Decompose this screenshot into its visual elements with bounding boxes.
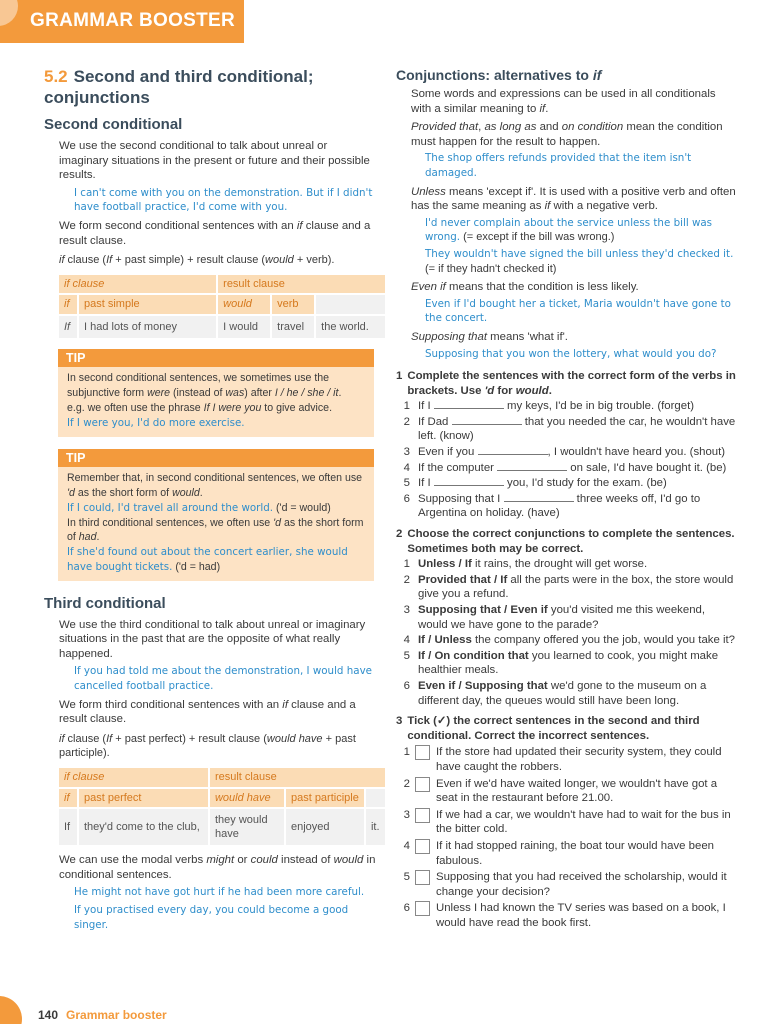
modal-example: He might not have got hurt if he had been more careful. [74,886,365,899]
even-if-example: Even if I'd bought her a ticket, Maria wouldn't have gone to the concert. [425,297,731,325]
third-conditional-example: If you had told me about the demonstration, I would have cancelled football practice. [74,665,373,693]
item-number: 4 [403,461,410,474]
item-text: If we had a car, we wouldn't have had to wait for the bus in the bitter cold. [436,808,731,836]
answer-blank[interactable] [478,445,548,455]
item-text [418,445,736,460]
section-number: 5.2 [44,67,68,86]
item-text-rest: you'd visited me this weekend, would we have gone to the parade? [418,604,706,631]
item-text: Even if we'd have waited longer, we wouldn't have got a seat in the restaurant before 21.00. [436,777,718,805]
item-number: 6 [403,679,410,692]
footer-title: Grammar booster [66,1008,167,1022]
item-number: 2 [403,415,410,428]
item-number: 4 [403,634,410,647]
list-item [396,461,736,476]
exercise-3-instruction: 3 Tick (✓) the correct sentences in the second and third conditional. Correct the incorrect sentences. [396,715,700,742]
provided-that-note: Provided that, as long as and on condition mean the condition must happen for the result to happen. [411,121,723,148]
item-text-rest: it rains, the drought will get worse. [471,558,648,571]
item-text [418,399,736,414]
tip-text: In third conditional sentences, we often use 'd as the short form of had. [67,516,364,544]
table-cell: enjoyed [286,809,364,845]
unless-note: Unless means 'except if'. It is used with a positive verb and often has the same meaning as if with a negative verb. [411,185,736,213]
item-text-after: three weeks off, I'd go to Argentina on holiday. (have) [418,492,701,520]
tick-checkbox[interactable] [415,839,430,854]
section-title [44,66,376,108]
answer-blank[interactable] [504,492,574,502]
conjunction-choice[interactable]: Unless / If [418,558,472,571]
tip-example: If I could, I'd travel all around the world. ('d = would) [67,501,331,514]
tip-example: If she'd found out about the concert earlier, she would have bought tickets. ('d = had) [67,546,348,573]
item-number: 5 [403,477,410,490]
item-text-after: you, I'd study for the exam. (be) [503,477,667,490]
second-conditional-example: I can't come with you on the demonstration. But if I didn't have football practice, I'd come with you. [74,186,373,214]
list-item [396,745,736,774]
provided-that-example: The shop offers refunds provided that the item isn't damaged. [425,152,692,179]
item-text [418,633,736,648]
second-conditional-form: We form second conditional sentences with an if clause and a result clause. [59,219,371,247]
group-if-clause: if clause [59,768,208,787]
second-conditional-heading: Second conditional [44,116,183,133]
list-item [396,445,736,460]
tip-box-short-forms [58,449,374,581]
conjunction-choice[interactable]: Even if / Supposing that [418,679,548,692]
item-number: 1 [403,400,410,413]
item-text [418,679,736,708]
item-text-before: If Dad [418,415,452,428]
modal-example: If you practised every day, you could become a good singer. [74,904,349,931]
tip-example: If I were you, I'd do more exercise. [67,417,245,430]
exercise-2-instruction: 2 Choose the correct conjunctions to complete the sentences. Sometimes both may be correct. [396,528,735,555]
group-result-clause: result clause [210,768,385,787]
answer-blank[interactable] [434,476,504,486]
item-number: 4 [403,839,410,852]
item-text: If the store had updated their security system, they could have caught the robbers. [436,746,722,773]
group-result-clause: result clause [218,275,385,294]
item-text-before: If the computer [418,461,498,474]
answer-blank[interactable] [452,415,522,425]
tip-body [58,467,374,575]
section-title-text: Second and third conditional; conjunctions [44,67,314,107]
table-row [59,316,385,338]
table-cell: they'd come to the club, [79,809,208,845]
item-text [418,649,736,678]
exercise-1-list [396,399,736,521]
item-number: 2 [403,573,410,586]
list-item [396,492,736,521]
item-text-rest: you learned to cook, you might make healthier meals. [418,649,719,677]
item-text-before: If I [418,400,434,413]
item-text-after: , I wouldn't have heard you. (shout) [547,446,726,459]
table-group-header [59,768,385,787]
item-text [418,573,736,602]
modal-verbs-note: We can use the modal verbs might or could instead of would in conditional sentences. [59,854,376,881]
list-item [396,573,736,602]
item-number: 5 [403,649,410,662]
item-text [418,461,736,476]
table-header-cell-empty [316,295,385,314]
unless-example: I'd never complain about the service unless the bill was wrong. (= except if the bill was wrong.) [425,216,713,244]
tip-body [58,367,374,431]
table-cell: it. [366,809,385,845]
table-cell: If [59,316,77,338]
item-text [418,603,736,632]
table-header-row [59,789,385,808]
right-column [396,66,736,930]
second-conditional-table [57,273,387,340]
item-text-before: Even if you [418,446,478,459]
tick-checkbox[interactable] [415,901,430,916]
tip-text: e.g. we often use the phrase If I were you to give advice. [67,401,333,414]
conjunction-choice[interactable]: If / On condition that [418,649,529,662]
unless-example-note: (= if they hadn't checked it) [425,262,557,275]
item-text-after: on sale, I'd have bought it. (be) [567,461,727,474]
table-header-cell: would have [210,789,284,808]
table-cell: travel [272,316,314,338]
item-number: 1 [403,746,410,759]
item-text: Supposing that you had received the scholarship, would it change your decision? [436,871,727,898]
list-item [396,603,736,632]
list-item [396,839,736,868]
item-text-rest: the company offered you the job, would you take it? [471,634,736,647]
item-text [418,415,736,444]
table-cell: I would [218,316,270,338]
table-header-row [59,295,385,314]
list-item [396,476,736,491]
section-banner [0,0,244,43]
list-item [396,633,736,648]
table-header-cell: past perfect [79,789,208,808]
supposing-note: Supposing that means 'what if'. [411,330,568,343]
table-header-cell: would [218,295,270,314]
exercise-3-list [396,745,736,930]
table-header-cell: past participle [286,789,364,808]
unless-example: They wouldn't have signed the bill unless they'd checked it. [425,247,734,260]
item-number: 3 [403,446,410,459]
supposing-example: Supposing that you won the lottery, what would you do? [425,347,717,360]
second-conditional-formula: if clause (If + past simple) + result clause (would + verb). [59,254,335,267]
item-text-before: Supposing that I [418,492,504,505]
item-number: 3 [403,808,410,821]
item-text-rest: all the parts were in the box, the store would give you a refund. [418,573,734,601]
even-if-note: Even if means that the condition is less likely. [411,281,639,294]
table-cell: I had lots of money [79,316,216,338]
page-corner-circle [0,996,22,1024]
banner-title: GRAMMAR BOOSTER [30,10,236,31]
third-conditional-form: We form third conditional sentences with an if clause and a result clause. [59,698,356,726]
table-group-header [59,275,385,294]
exercise-1-instruction: 1 Complete the sentences with the correct form of the verbs in brackets. Use 'd for would. [396,370,736,397]
list-item [396,808,736,837]
table-header-cell: past simple [79,295,216,314]
table-header-cell: if [59,295,77,314]
page-footer [38,1007,167,1023]
table-cell: the world. [316,316,385,338]
item-text-rest: we'd gone to the museum on a different day, the queues would still have been long. [418,679,707,707]
item-number: 5 [403,871,410,884]
table-header-cell: if [59,789,77,808]
second-conditional-intro: We use the second conditional to talk about unreal or imaginary situations in the present or future and their possible results. [59,140,370,182]
item-number: 3 [403,604,410,616]
third-conditional-heading: Third conditional [44,594,166,612]
table-header-cell-empty [366,789,385,808]
list-item [396,649,736,678]
tip-text: Remember that, in second conditional sentences, we often use 'd as the short form of would. [67,472,363,499]
conjunction-choice[interactable]: Provided that / If [418,573,508,586]
item-number: 6 [403,902,410,915]
table-header-cell: verb [272,295,314,314]
conjunction-choice[interactable]: Supposing that / Even if [418,604,548,616]
list-item [396,557,736,572]
item-text [418,557,736,572]
item-text-after: my keys, I'd be in big trouble. (forget) [503,400,695,413]
decorative-circle [0,0,18,26]
page-number: 140 [38,1008,59,1022]
exercise-2-list [396,557,736,708]
table-row [59,809,385,845]
third-conditional-table [57,766,387,847]
item-text-before: If I [418,477,434,490]
item-text [418,492,736,521]
list-item [396,901,736,930]
left-column [44,66,380,932]
item-number: 6 [403,492,410,505]
third-conditional-formula: if clause (If + past perfect) + result clause (would have + past participle). [59,732,356,760]
list-item [396,679,736,708]
item-text: If it had stopped raining, the boat tour would have been fabulous. [436,839,715,867]
tip-text: In second conditional sentences, we sometimes use the subjunctive form were (instead of was) after I / he / she / it. [67,371,342,399]
conjunctions-intro: Some words and expressions can be used in all conditionals with a similar meaning to if. [411,88,716,115]
list-item [396,870,736,899]
answer-blank[interactable] [497,461,567,471]
tick-checkbox[interactable] [415,870,430,885]
item-number: 2 [403,777,410,790]
conjunction-choice[interactable]: If / Unless [418,634,472,647]
item-text-after: that you needed the car, he wouldn't have left. (know) [418,415,736,443]
list-item [396,777,736,806]
tick-checkbox[interactable] [415,777,430,792]
item-text: Unless I had known the TV series was based on a book, I would have read the book first. [436,902,726,929]
answer-blank[interactable] [434,399,504,409]
table-cell: If [59,809,77,845]
tick-checkbox[interactable] [415,745,430,760]
table-cell: they would have [210,809,284,845]
tip-box-subjunctive [58,349,374,437]
third-conditional-intro: We use the third conditional to talk about unreal or imaginary situations in the past that are the opposite of what really happened. [59,618,366,660]
group-if-clause: if clause [59,275,216,294]
list-item [396,415,736,444]
item-text [418,476,736,491]
conjunctions-heading: Conjunctions: alternatives to if [396,67,602,83]
tip-label: TIP [58,349,374,367]
list-item [396,399,736,414]
tip-label: TIP [58,449,374,467]
item-number: 1 [403,558,410,571]
tick-checkbox[interactable] [415,808,430,823]
